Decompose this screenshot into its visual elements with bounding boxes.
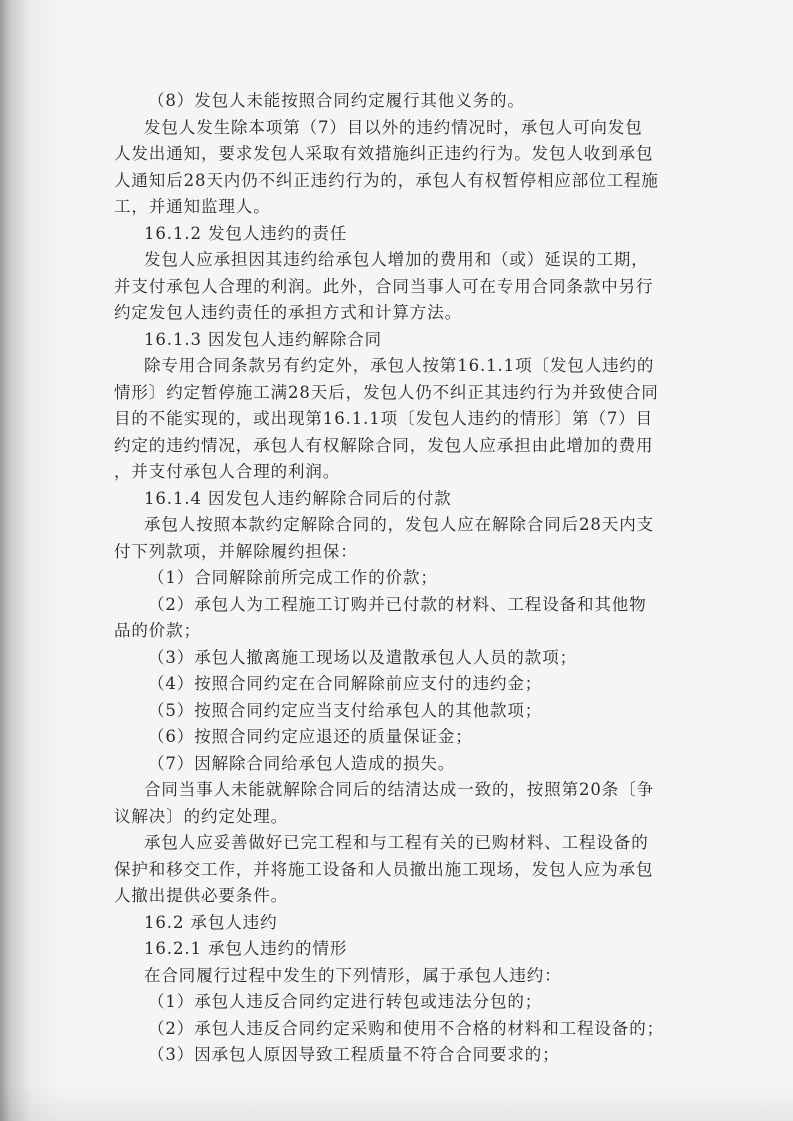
text-line: 保护和移交工作，并将施工设备和人员撤出施工现场，发包人应为承包 [114,859,654,879]
text-line: （6）按照合同约定应退还的质量保证金； [148,727,473,746]
text-line: 承包人应妥善做好已完工程和与工程有关的已购材料、工程设备的 [144,833,649,852]
text-line: （7）因解除合同给承包人造成的损失。 [148,753,456,773]
text-line: 16.1.2 发包人违约的责任 [144,223,348,243]
text-line: 16.1.4 因发包人违约解除合同后的付款 [144,488,452,508]
document-body [114,88,704,1069]
text-line: 16.1.3 因发包人违约解除合同 [144,329,383,349]
text-line: 在合同履行过程中发生的下列情形，属于承包人违约： [144,965,562,985]
text-line: 人撤出提供必要条件。 [114,886,288,905]
text-line: 品的价款； [114,621,201,640]
text-line: 目的不能实现的，或出现第16.1.1项〔发包人违约的情形〕第（7）目 [114,409,654,428]
text-line: 约定的违约情况，承包人有权解除合同，发包人应承担由此增加的费用 [114,435,654,455]
text-line: （3）因承包人原因导致工程质量不符合合同要求的； [148,1045,560,1064]
text-line: 发包人发生除本项第（7）目以外的违约情况时，承包人可向发包 [144,117,643,137]
text-line: 人通知后28天内仍不纠正违约行为的，承包人有权暂停相应部位工程施 [114,170,659,190]
page-shadow [0,1081,793,1121]
text-line: （5）按照合同约定应当支付给承包人的其他款项； [148,700,543,720]
text-line: （2）承包人违反合同约定采购和使用不合格的材料和工程设备的； [148,1018,664,1038]
text-line: 除专用合同条款另有约定外，承包人按第16.1.1项〔发包人违约的 [144,356,655,375]
text-line: （8）发包人未能按照合同约定履行其他义务的。 [148,91,525,110]
text-line: 付下列款项，并解除履约担保： [114,541,358,561]
text-line: （3）承包人撤离施工现场以及遣散承包人人员的款项； [148,647,577,667]
text-line: 并支付承包人合理的利润。此外，合同当事人可在专用合同条款中另行 [114,276,654,296]
text-line: 情形〕约定暂停施工满28天后，发包人仍不纠正其违约行为并致使合同 [114,382,659,402]
text-line: （1）承包人违反合同约定进行转包或违法分包的； [148,992,543,1011]
text-line: ，并支付承包人合理的利润。 [114,462,341,481]
text-line: 发包人应承担因其违约给承包人增加的费用和（或）延误的工期， [144,250,649,269]
text-line: （2）承包人为工程施工订购并已付款的材料、工程设备和其他物 [148,594,647,614]
text-line: 16.2.1 承包人违约的情形 [144,939,348,958]
text-line: 约定发包人违约责任的承担方式和计算方法。 [114,303,462,322]
text-line: （4）按照合同约定在合同解除前应支付的违约金； [148,674,543,693]
text-line: 工，并通知监理人。 [114,197,271,216]
text-line: 16.2 承包人违约 [144,912,278,932]
text-line: 承包人按照本款约定解除合同的，发包人应在解除合同后28天内支 [144,515,654,534]
text-line: 人发出通知，要求发包人采取有效措施纠正违约行为。发包人收到承包 [114,144,654,163]
text-line: 议解决〕的约定处理。 [114,806,288,826]
text-line: 合同当事人未能就解除合同后的结清达成一致的，按照第20条〔争 [144,780,654,799]
text-line: （1）合同解除前所完成工作的价款； [148,568,438,587]
